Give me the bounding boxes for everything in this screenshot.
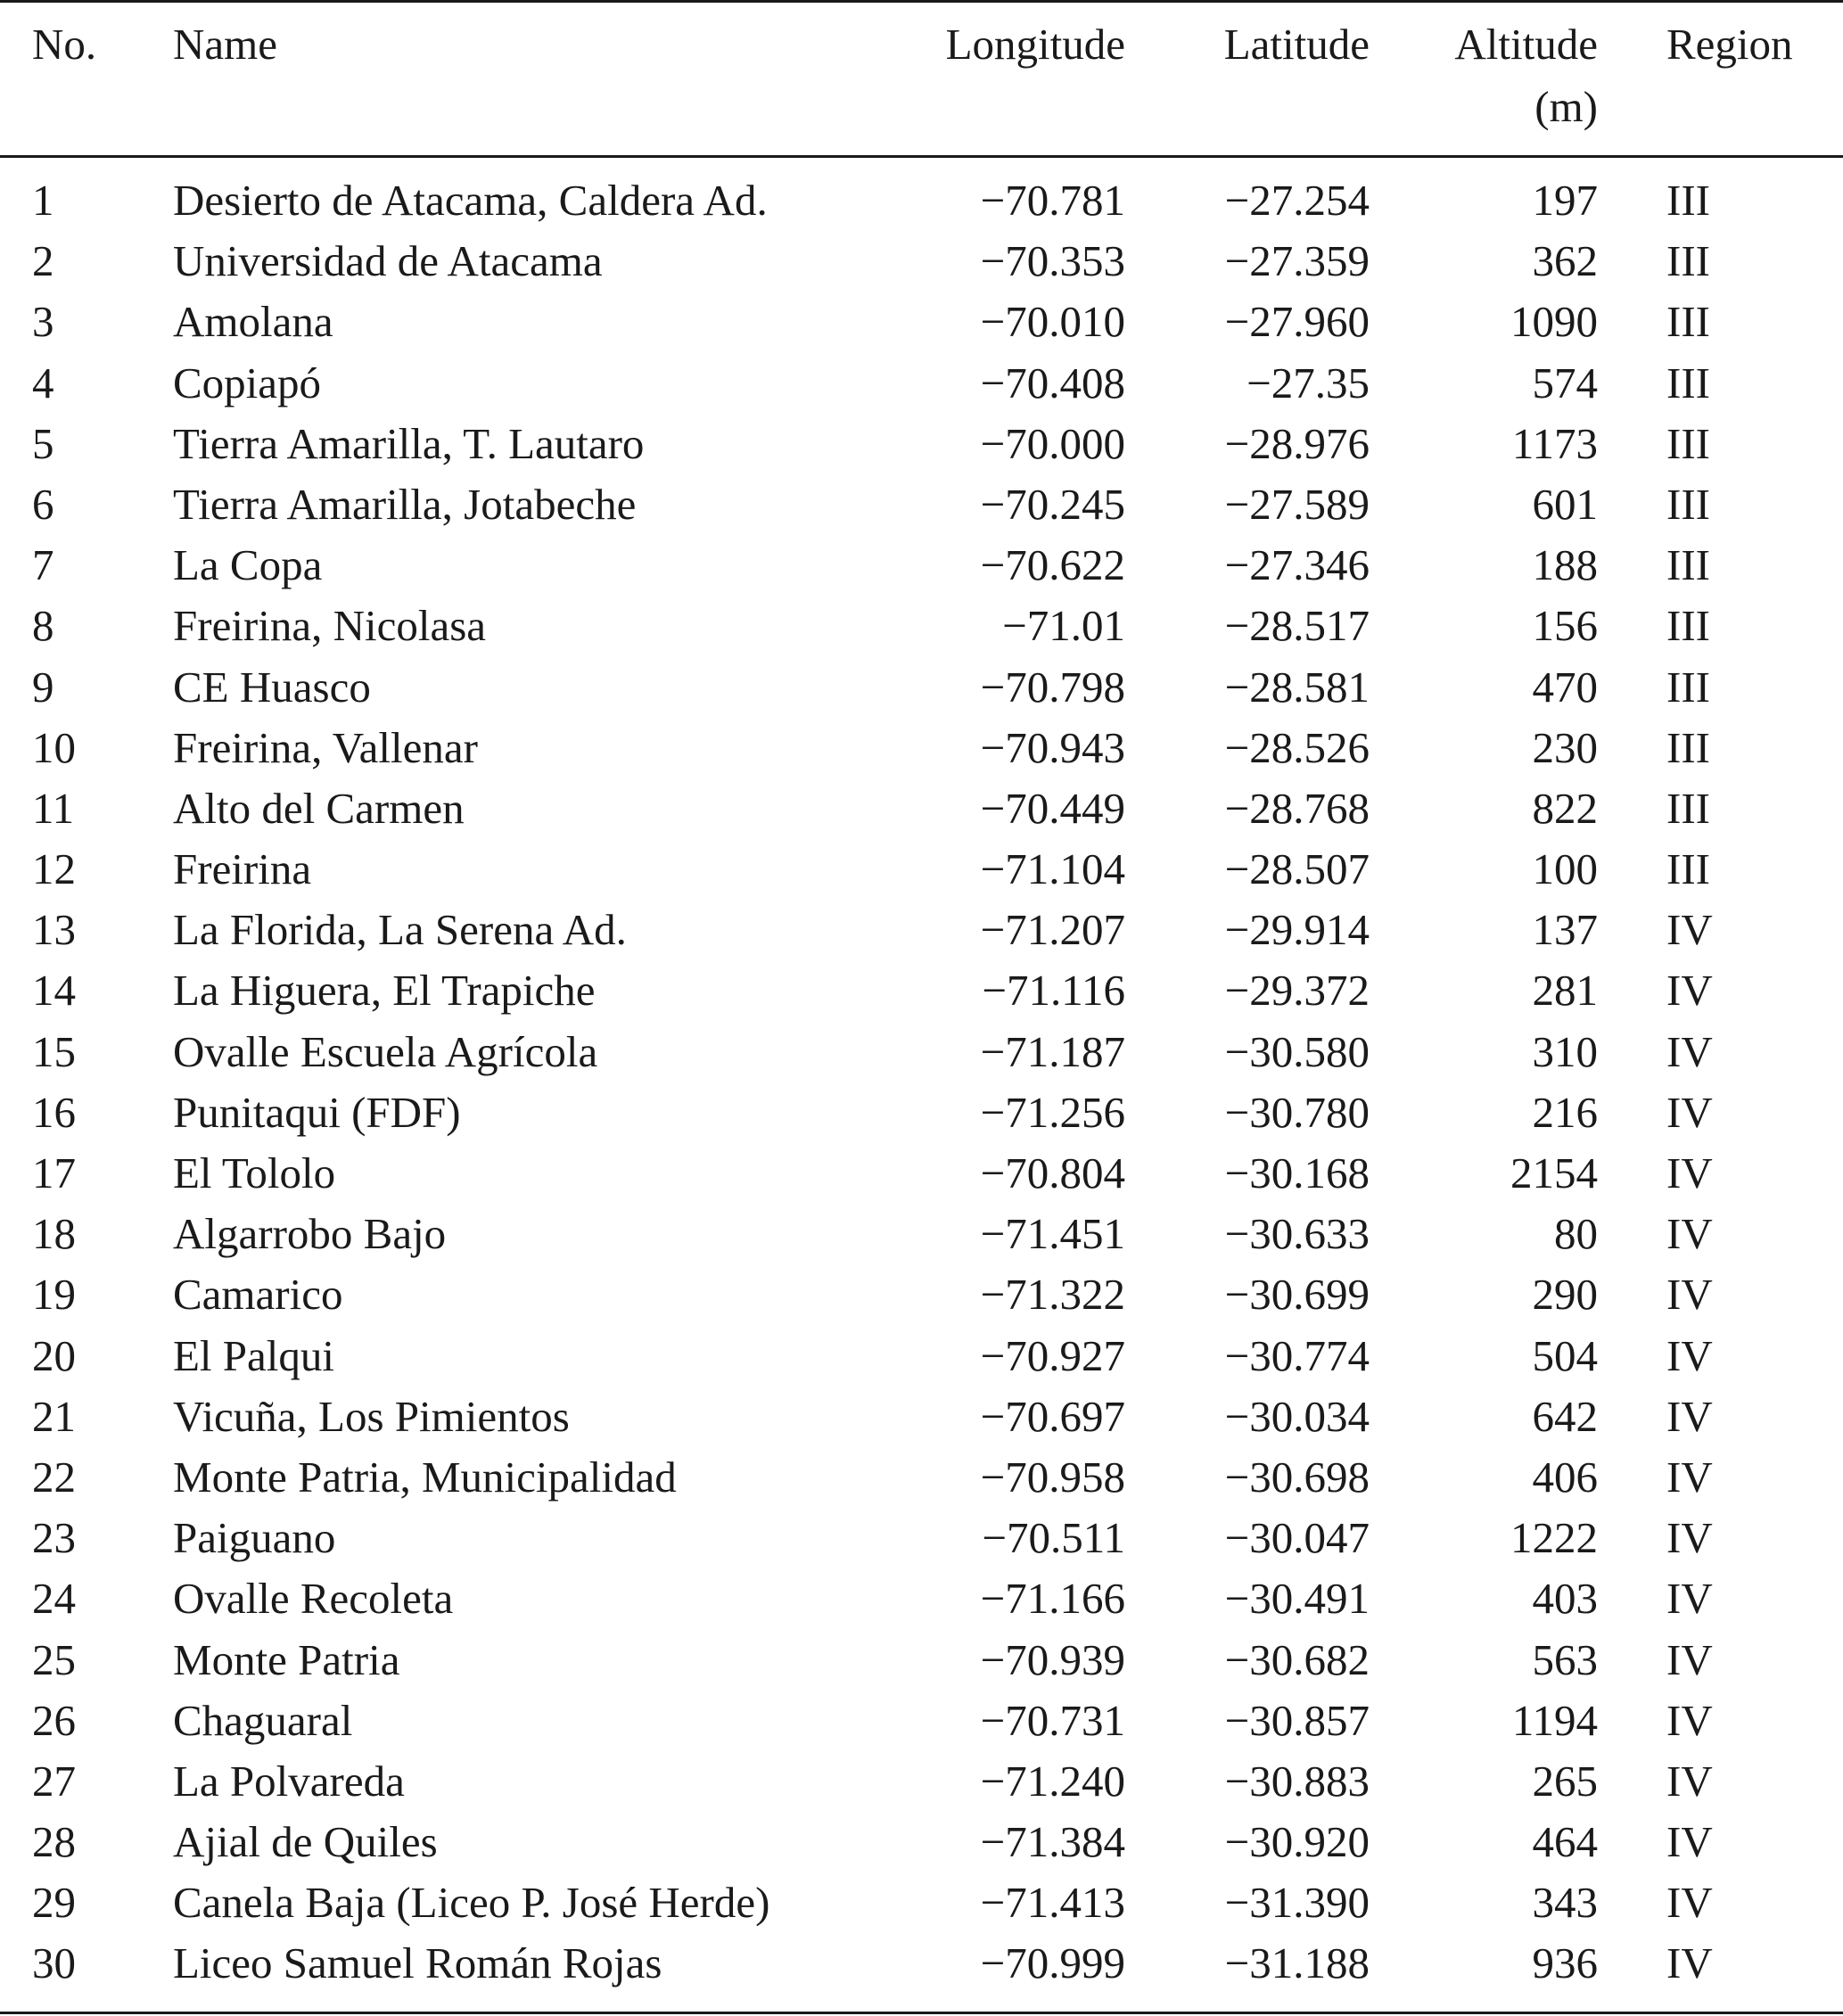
cell-latitude: −30.699: [1224, 1270, 1370, 1320]
table-row: [0, 1264, 1843, 1325]
cell-name: Punitaqui (FDF): [173, 1087, 461, 1137]
header-name: Name: [173, 20, 277, 69]
cell-no: 29: [32, 1878, 76, 1928]
cell-longitude: −70.798: [980, 662, 1125, 712]
cell-name: Freirina, Nicolasa: [173, 601, 487, 651]
cell-name: Tierra Amarilla, Jotabeche: [173, 479, 637, 529]
cell-latitude: −28.976: [1224, 418, 1370, 468]
cell-no: 19: [32, 1270, 76, 1320]
cell-latitude: −30.774: [1224, 1330, 1370, 1380]
cell-latitude: −30.682: [1224, 1634, 1370, 1684]
cell-latitude: −30.780: [1224, 1087, 1370, 1137]
cell-no: 5: [32, 418, 54, 468]
cell-altitude: 310: [1532, 1026, 1598, 1076]
cell-no: 17: [32, 1148, 76, 1197]
cell-latitude: −31.390: [1224, 1878, 1370, 1928]
cell-name: Tierra Amarilla, T. Lautaro: [173, 418, 645, 468]
cell-no: 20: [32, 1330, 76, 1380]
cell-altitude: 822: [1532, 783, 1598, 833]
table-row: [0, 231, 1843, 292]
cell-name: Ajial de Quiles: [173, 1817, 438, 1867]
cell-name: El Tololo: [173, 1148, 336, 1197]
table-row: [0, 1812, 1843, 1872]
table-row: [0, 1143, 1843, 1204]
cell-latitude: −27.346: [1224, 540, 1370, 590]
cell-altitude: 197: [1532, 176, 1598, 225]
cell-region: IV: [1666, 1513, 1713, 1563]
cell-name: Camarico: [173, 1270, 343, 1320]
table-row: [0, 1691, 1843, 1751]
cell-altitude: 188: [1532, 540, 1598, 590]
table-row: [0, 1933, 1843, 1994]
cell-region: III: [1666, 783, 1710, 833]
cell-altitude: 80: [1554, 1209, 1598, 1259]
cell-name: La Florida, La Serena Ad.: [173, 905, 627, 955]
cell-region: III: [1666, 844, 1710, 894]
cell-no: 9: [32, 662, 54, 712]
cell-latitude: −30.883: [1224, 1756, 1370, 1806]
cell-latitude: −30.034: [1224, 1391, 1370, 1441]
cell-no: 24: [32, 1574, 76, 1624]
cell-no: 15: [32, 1026, 76, 1076]
cell-altitude: 403: [1532, 1574, 1598, 1624]
cell-region: IV: [1666, 1695, 1713, 1745]
cell-no: 22: [32, 1452, 76, 1502]
cell-latitude: −28.507: [1224, 844, 1370, 894]
cell-region: IV: [1666, 1270, 1713, 1320]
table-row: [0, 718, 1843, 778]
cell-latitude: −28.768: [1224, 783, 1370, 833]
cell-name: Copiapó: [173, 358, 322, 407]
header-rule: [0, 155, 1843, 158]
cell-region: IV: [1666, 1391, 1713, 1441]
header-region: Region: [1666, 20, 1793, 69]
cell-name: Alto del Carmen: [173, 783, 465, 833]
cell-no: 12: [32, 844, 76, 894]
table-row: [0, 839, 1843, 900]
cell-longitude: −70.804: [980, 1148, 1125, 1197]
cell-region: IV: [1666, 1878, 1713, 1928]
cell-latitude: −28.526: [1224, 722, 1370, 772]
cell-region: IV: [1666, 1330, 1713, 1380]
cell-longitude: −70.958: [980, 1452, 1125, 1502]
cell-altitude: 265: [1532, 1756, 1598, 1806]
cell-latitude: −28.517: [1224, 601, 1370, 651]
header-altitude: Altitude: [1454, 20, 1598, 69]
cell-altitude: 470: [1532, 662, 1598, 712]
cell-altitude: 281: [1532, 966, 1598, 1016]
table-body: [0, 170, 1843, 1995]
cell-no: 8: [32, 601, 54, 651]
cell-altitude: 936: [1532, 1938, 1598, 1988]
cell-altitude: 464: [1532, 1817, 1598, 1867]
cell-no: 30: [32, 1938, 76, 1988]
cell-latitude: −27.589: [1224, 479, 1370, 529]
cell-no: 14: [32, 966, 76, 1016]
cell-latitude: −30.491: [1224, 1574, 1370, 1624]
header-no: No.: [32, 20, 97, 69]
cell-longitude: −70.408: [980, 358, 1125, 407]
cell-longitude: −71.187: [980, 1026, 1125, 1076]
table-row: [0, 1630, 1843, 1691]
cell-region: IV: [1666, 1938, 1713, 1988]
cell-altitude: 1173: [1511, 418, 1598, 468]
cell-longitude: −70.511: [982, 1513, 1125, 1563]
table-row: [0, 1751, 1843, 1812]
cell-altitude: 290: [1532, 1270, 1598, 1320]
cell-name: Ovalle Recoleta: [173, 1574, 454, 1624]
cell-longitude: −70.010: [980, 297, 1125, 347]
cell-longitude: −71.104: [980, 844, 1125, 894]
cell-altitude: 601: [1532, 479, 1598, 529]
cell-latitude: −30.857: [1224, 1695, 1370, 1745]
cell-longitude: −71.384: [980, 1817, 1125, 1867]
cell-region: IV: [1666, 1148, 1713, 1197]
cell-longitude: −71.116: [982, 966, 1125, 1016]
cell-region: III: [1666, 358, 1710, 407]
cell-no: 25: [32, 1634, 76, 1684]
cell-name: Paiguano: [173, 1513, 336, 1563]
cell-altitude: 642: [1532, 1391, 1598, 1441]
cell-altitude: 362: [1532, 236, 1598, 286]
cell-name: La Higuera, El Trapiche: [173, 966, 596, 1016]
cell-region: III: [1666, 176, 1710, 225]
cell-region: III: [1666, 662, 1710, 712]
cell-longitude: −70.449: [980, 783, 1125, 833]
cell-region: IV: [1666, 1087, 1713, 1137]
cell-longitude: −70.943: [980, 722, 1125, 772]
cell-no: 1: [32, 176, 54, 225]
cell-altitude: 1090: [1510, 297, 1598, 347]
header-latitude: Latitude: [1223, 20, 1370, 69]
cell-longitude: −70.353: [980, 236, 1125, 286]
cell-no: 23: [32, 1513, 76, 1563]
table-row: [0, 1447, 1843, 1508]
cell-altitude: 406: [1532, 1452, 1598, 1502]
table-row: [0, 414, 1843, 474]
cell-longitude: −70.999: [980, 1938, 1125, 1988]
cell-no: 10: [32, 722, 76, 772]
cell-region: III: [1666, 722, 1710, 772]
cell-latitude: −30.633: [1224, 1209, 1370, 1259]
cell-no: 7: [32, 540, 54, 590]
cell-no: 21: [32, 1391, 76, 1441]
cell-altitude: 216: [1532, 1087, 1598, 1137]
cell-name: Freirina: [173, 844, 312, 894]
cell-name: Liceo Samuel Román Rojas: [173, 1938, 662, 1988]
table-row: [0, 900, 1843, 960]
cell-longitude: −71.166: [980, 1574, 1125, 1624]
cell-altitude: 563: [1532, 1634, 1598, 1684]
cell-altitude: 1194: [1511, 1695, 1598, 1745]
top-rule: [0, 0, 1843, 3]
cell-no: 18: [32, 1209, 76, 1259]
cell-no: 11: [32, 783, 75, 833]
table-row: [0, 1082, 1843, 1143]
cell-longitude: −70.927: [980, 1330, 1125, 1380]
table-row: [0, 596, 1843, 656]
table-row: [0, 657, 1843, 718]
cell-name: CE Huasco: [173, 662, 371, 712]
cell-latitude: −27.960: [1224, 297, 1370, 347]
cell-latitude: −29.914: [1224, 905, 1370, 955]
cell-name: Freirina, Vallenar: [173, 722, 478, 772]
cell-altitude: 230: [1532, 722, 1598, 772]
cell-longitude: −70.697: [980, 1391, 1125, 1441]
cell-name: Vicuña, Los Pimientos: [173, 1391, 570, 1441]
cell-name: Desierto de Atacama, Caldera Ad.: [173, 176, 768, 225]
cell-altitude: 504: [1532, 1330, 1598, 1380]
table-row: [0, 535, 1843, 596]
cell-name: Canela Baja (Liceo P. José Herde): [173, 1878, 770, 1928]
header-altitude-unit: (m): [1534, 82, 1598, 131]
cell-no: 16: [32, 1087, 76, 1137]
cell-no: 28: [32, 1817, 76, 1867]
cell-altitude: 100: [1532, 844, 1598, 894]
table-row: [0, 1204, 1843, 1264]
cell-region: IV: [1666, 1817, 1713, 1867]
cell-region: III: [1666, 236, 1710, 286]
table-row: [0, 1568, 1843, 1629]
cell-name: Monte Patria, Municipalidad: [173, 1452, 677, 1502]
cell-region: III: [1666, 418, 1710, 468]
cell-altitude: 343: [1532, 1878, 1598, 1928]
cell-longitude: −70.245: [980, 479, 1125, 529]
cell-latitude: −30.580: [1224, 1026, 1370, 1076]
cell-latitude: −30.698: [1224, 1452, 1370, 1502]
cell-no: 13: [32, 905, 76, 955]
table-row: [0, 353, 1843, 414]
cell-longitude: −71.451: [980, 1209, 1125, 1259]
cell-latitude: −27.359: [1224, 236, 1370, 286]
cell-latitude: −29.372: [1224, 966, 1370, 1016]
cell-region: III: [1666, 601, 1710, 651]
cell-no: 4: [32, 358, 54, 407]
table-row: [0, 1022, 1843, 1082]
cell-longitude: −71.207: [980, 905, 1125, 955]
header-longitude: Longitude: [945, 20, 1125, 69]
cell-altitude: 137: [1532, 905, 1598, 955]
cell-region: IV: [1666, 1452, 1713, 1502]
cell-region: III: [1666, 540, 1710, 590]
cell-region: IV: [1666, 1756, 1713, 1806]
cell-latitude: −27.254: [1224, 176, 1370, 225]
bottom-rule: [0, 2012, 1843, 2014]
cell-latitude: −30.920: [1224, 1817, 1370, 1867]
cell-latitude: −31.188: [1224, 1938, 1370, 1988]
cell-longitude: −70.731: [980, 1695, 1125, 1745]
table-row: [0, 778, 1843, 839]
cell-name: La Copa: [173, 540, 323, 590]
cell-longitude: −70.939: [980, 1634, 1125, 1684]
cell-latitude: −30.047: [1224, 1513, 1370, 1563]
cell-no: 2: [32, 236, 54, 286]
cell-no: 6: [32, 479, 54, 529]
cell-altitude: 2154: [1510, 1148, 1598, 1197]
cell-latitude: −27.35: [1246, 358, 1370, 407]
cell-longitude: −70.781: [980, 176, 1125, 225]
cell-name: Algarrobo Bajo: [173, 1209, 447, 1259]
cell-name: La Polvareda: [173, 1756, 405, 1806]
cell-region: IV: [1666, 1634, 1713, 1684]
cell-longitude: −71.322: [980, 1270, 1125, 1320]
cell-altitude: 1222: [1510, 1513, 1598, 1563]
cell-altitude: 156: [1532, 601, 1598, 651]
cell-name: Ovalle Escuela Agrícola: [173, 1026, 598, 1076]
table-row: [0, 1326, 1843, 1387]
cell-longitude: −71.256: [980, 1087, 1125, 1137]
cell-region: IV: [1666, 1026, 1713, 1076]
cell-name: El Palqui: [173, 1330, 335, 1380]
table-row: [0, 474, 1843, 535]
cell-no: 26: [32, 1695, 76, 1745]
cell-region: III: [1666, 479, 1710, 529]
cell-region: IV: [1666, 966, 1713, 1016]
table-row: [0, 1872, 1843, 1933]
cell-name: Monte Patria: [173, 1634, 400, 1684]
table-row: [0, 960, 1843, 1021]
table-row: [0, 1508, 1843, 1568]
cell-longitude: −71.01: [1002, 601, 1125, 651]
cell-name: Chaguaral: [173, 1695, 353, 1745]
table-row: [0, 170, 1843, 231]
cell-region: IV: [1666, 905, 1713, 955]
cell-region: IV: [1666, 1209, 1713, 1259]
cell-name: Universidad de Atacama: [173, 236, 603, 286]
cell-region: III: [1666, 297, 1710, 347]
cell-longitude: −71.413: [980, 1878, 1125, 1928]
cell-name: Amolana: [173, 297, 333, 347]
table-row: [0, 292, 1843, 352]
table-row: [0, 1387, 1843, 1447]
cell-no: 27: [32, 1756, 76, 1806]
cell-longitude: −70.000: [980, 418, 1125, 468]
cell-region: IV: [1666, 1574, 1713, 1624]
cell-longitude: −71.240: [980, 1756, 1125, 1806]
cell-latitude: −28.581: [1224, 662, 1370, 712]
cell-latitude: −30.168: [1224, 1148, 1370, 1197]
cell-no: 3: [32, 297, 54, 347]
cell-altitude: 574: [1532, 358, 1598, 407]
cell-longitude: −70.622: [980, 540, 1125, 590]
